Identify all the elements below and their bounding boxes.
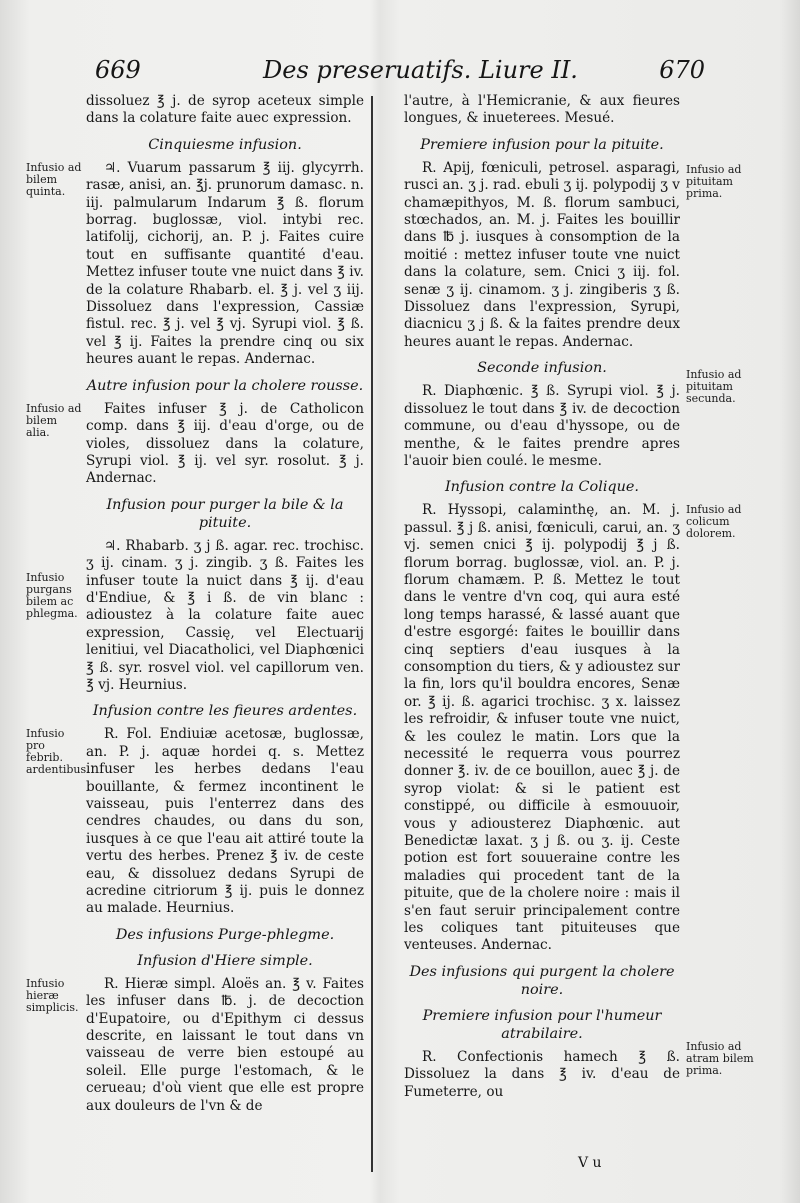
section-title-pituite-premiere: Premiere infusion pour la pituite. [420, 136, 664, 153]
section-text: R. Confectionis hamech ℥ ß. Dissoluez la dans ℥ iv. d'eau de Fumeterre, ou [404, 1048, 680, 1100]
section-atrabilaire [404, 1039, 754, 1101]
left-opening-text: dissoluez ℥ j. de syrop aceteux simple dans la colature faite auec expression. [86, 93, 364, 127]
section-text: R. Hieræ simpl. Aloës an. ℥ v. Faites les infuser dans ℔. j. de decoction d'Eupatoire, ou d'Epithym ci dessus descrite, en laissant le tout dans vn vaisseau de verre bien estoupé au soleil. Elle purge l'estomach, & le cerueau; d'où vient que elle est propre aux douleurs de l'vn & de [86, 975, 364, 1114]
margin-note: Infusio ad atram bilem prima. [686, 1039, 754, 1077]
section-title-bile-pituite: Infusion pour purger la bile & la pituite. [106, 496, 344, 531]
section-title-seconde: Seconde infusion. [477, 360, 607, 377]
catchword: V u [578, 1155, 602, 1171]
section-title-colique: Infusion contre la Colique. [445, 479, 639, 496]
section-cinquiesme [26, 159, 364, 369]
section-text: R. Hyssopi, calaminthę, an. M. j. passul. ℥ j ß. anisi, fœniculi, carui, an. ʒ vj. semen cnici ℥ ij. polypodij ℥ j ß. florum borrag. buglossæ, viol. an. P. j. florum chamæm. P. ß. Mettez le tout dans le ventre d'vn coq, qui aura esté long temps harassé, & lassé auant que d'estre esgorgé: faites le bouillir dans cinq septiers d'eau iusques à la consomption du tiers, & y adioustez sur la fin, lors qu'il bouldra encores, Senæ or. ℥ ij. ß. agarici trochisc. ʒ x. laissez les refroidir, & infuser toute vne nuict, & les coulez le matin. Lors que la necessité le requerra vous pourrez donner ℥. iv. de ce bouillon, auec ℥ j. de syrop violat: & si le patient est constippé, ou difficile à esmouuoir, vous y adiousterez Diaphœnic. aut Benedictæ laxat. ʒ j ß. ou ʒ. ij. Ceste potion est fort souueraine contre les maladies qui procedent tant de la pituite, que de la cholere noire : mais il s'en faut seruir principalement contre les coliques tant pituiteuses que venteuses. Andernac. [404, 502, 680, 954]
section-fieures-ardentes [26, 726, 364, 917]
section-cholere-rousse [26, 400, 364, 488]
section-title-cholere-rousse: Autre infusion pour la cholere rousse. [86, 377, 364, 394]
margin-note: Infusio ad bilem quinta. [26, 160, 82, 198]
section-pituite-premiere [404, 159, 742, 351]
page-number-right: 670 [659, 56, 705, 84]
section-hiere-simple [26, 975, 364, 1115]
margin-note: Infusio ad pituitam prima. [686, 162, 742, 200]
section-text: R. Diaphœnic. ℥ ß. Syrupi viol. ℥ j. dissoluez le tout dans ℥ iv. de decoction commune, ou d'eau d'hyssope, ou de menthe, & le faites prendre apres l'auoir bien coulé. le mesme. [404, 383, 680, 469]
section-text: R. Apij, fœniculi, petrosel. asparagi, rusci an. ʒ j. rad. ebuli ʒ ij. polypodij ʒ v chamæpithyos, M. ß. florum sambuci, stœchados, an. M. j. Faites les bouillir dans ℔ j. iusques à consomption de la moitié : mettez infuser toute vne nuict dans la colature, sem. Cnici ʒ iij. fol. senæ ʒ ij. cinamom. ʒ j. zingiberis ʒ ß. Dissoluez dans l'expression, Syrupi, diacnicu ʒ j ß. & la faites prendre deux heures auant le repas. Andernac. [404, 159, 680, 350]
right-column [404, 93, 754, 1105]
running-title: Des preseruatifs. Liure II. [263, 56, 578, 84]
section-colique [404, 502, 742, 955]
section-title-cholere-noire: Des infusions qui purgent la cholere noire. [409, 963, 675, 998]
margin-note: Infusio hieræ simplicis. [26, 976, 79, 1014]
right-opening-text: l'autre, à l'Hemicranie, & aux fieures longues, & inueterees. Mesué. [404, 93, 680, 127]
margin-note: Infusio purgans bilem ac phlegma. [26, 570, 78, 620]
section-text: ♃. Vuarum passarum ℥ iij. glycyrrh. rasæ, anisi, an. ℥j. prunorum damasc. n. iij. palmularum Indarum ℥ ß. florum borrag. buglossæ, viol. intybi rec. latifolij, cichorij, an. P. j. Faites cuire tout en suffisante quantité d'eau. Mettez infuser toute vne nuict dans ℥ iv. de la colature Rhabarb. el. ℥ j. vel ʒ iij. Dissoluez dans l'expression, Cassiæ fistul. rec. ℥ j. vel ℥ vj. Syrupi viol. ℥ ß. vel ℥ ij. Faites la prendre cinq ou six heures auant le repas. Andernac. [86, 159, 364, 368]
page-header [95, 56, 705, 92]
section-title-hiere-simple: Infusion d'Hiere simple. [137, 952, 313, 969]
section-title-cinquiesme: Cinquiesme infusion. [148, 136, 302, 153]
margin-note: Infusio pro febrib. ardentibus. [26, 727, 90, 777]
margin-note: Infusio ad colicum dolorem. [686, 503, 742, 541]
page-number-left: 669 [95, 56, 141, 84]
section-title-purge-phlegme: Des infusions Purge-phlegme. [115, 926, 335, 943]
section-title-atrabilaire: Premiere infusion pour l'humeur atrabilaire. [422, 1007, 662, 1042]
section-text: R. Fol. Endiuiæ acetosæ, buglossæ, an. P. j. aquæ hordei q. s. Mettez infuser les herbes dedans l'eau bouillante, & fermez incontinent le vaisseau, puis l'enterrez dans des cendres chaudes, ou dans du son, iusques à ce que l'eau ait attiré toute la vertu des herbes. Prenez ℥ iv. de ceste eau, & dissoluez dedans Syrupi de acredine citriorum ℥ ij. puis le donnez au malade. Heurnius. [86, 726, 364, 917]
left-column [26, 93, 364, 1119]
margin-note: Infusio ad bilem alia. [26, 401, 82, 439]
column-divider [371, 96, 373, 1172]
section-title-fieures-ardentes: Infusion contre les fieures ardentes. [92, 703, 358, 720]
section-text: Faites infuser ℥ j. de Catholicon comp. dans ℥ iij. d'eau d'orge, ou de violes, dissoluez dans la colature, Syrupi viol. ℥ ij. vel syr. rosolut. ℥ j. Andernac. [86, 400, 364, 487]
section-bile-pituite [26, 537, 364, 695]
margin-note: Infusio ad pituitam secunda. [686, 368, 742, 406]
section-text: ♃. Rhabarb. ʒ j ß. agar. rec. trochisc. ʒ ij. cinam. ʒ j. zingib. ʒ ß. Faites les infuser toute la nuict dans ℥ ij. d'eau d'Endiue, & ℥ i ß. de vin blanc : adioustez à la colature faite auec expression, Cassię, vel Electuarij lenitiui, vel Diacatholici, vel Diaphœnici ℥ ß. syr. rosvel viol. vel capillorum ven. ℥ vj. Heurnius. [86, 537, 364, 693]
